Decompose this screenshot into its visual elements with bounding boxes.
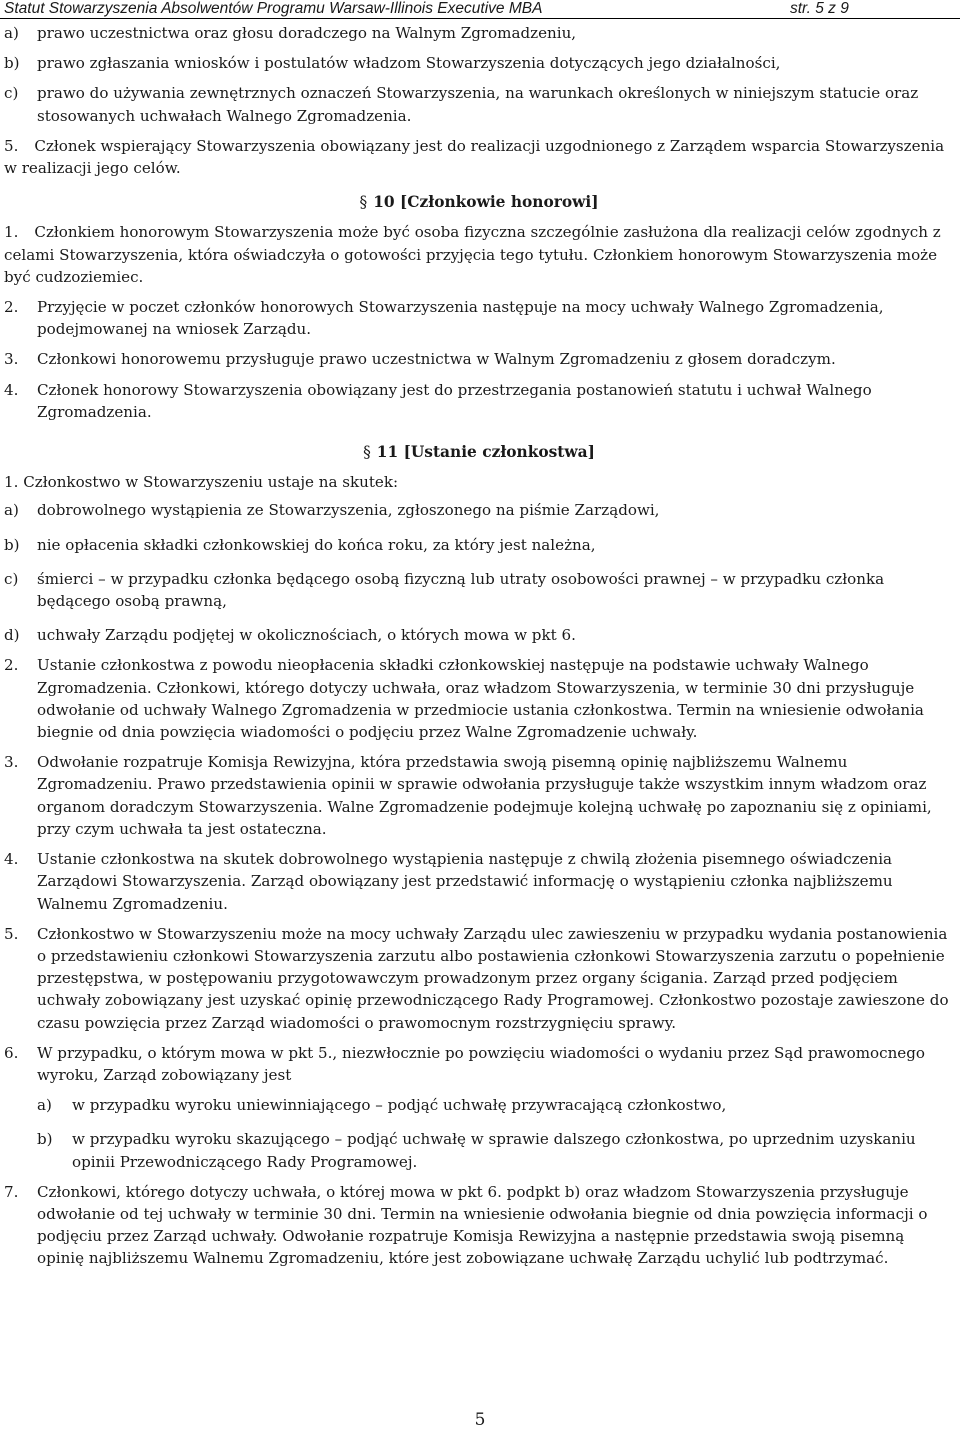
numbered-paragraph: 3. Odwołanie rozpatruje Komisja Rewizyjna, która przedstawia swoją pisemną opinię najbliższemu Walnemu Zgromadzeniu. Prawo przedstawienia opinii w sprawie odwołania przysługuje także wszystkim innym władzom oraz organom doradczym Stowarzyszenia. Walne Zgromadzenie podejmuje kolejną uchwałę po zapoznaniu się z opiniami, przy czym uchwała ta jest ostateczna. <box>4 753 932 838</box>
document-title: Statut Stowarzyszenia Absolwentów Programu Warsaw-Illinois Executive MBA <box>4 0 543 17</box>
list-item: b) prawo zgłaszania wniosków i postulatów władzom Stowarzyszenia dotyczących jego działalności, <box>4 54 781 73</box>
list-item: b) nie opłacenia składki członkowskiej do końca roku, za który jest należna, <box>4 535 596 554</box>
paragraph: 1. Członkiem honorowym Stowarzyszenia może być osoba fizyczna szczególnie zasłużona dla realizacji celów zgodnych z celami Stowarzyszenia, która oświadczyła o gotowości przyjęcia tego tytułu. Członkiem honorowym Stowarzyszenia może być cudzoziemiec. <box>4 223 941 286</box>
numbered-paragraph: 6. W przypadku, o którym mowa w pkt 5., niezwłocznie po powzięciu wiadomości o wydaniu przez Sąd prawomocnego wyroku, Zarząd zobowiązany jest <box>4 1043 925 1084</box>
page-number: 5 <box>474 1410 486 1430</box>
numbered-paragraph: 7. Członkowi, którego dotyczy uchwała, o której mowa w pkt 6. podpkt b) oraz władzom Stowarzyszenia przysługuje odwołanie od tej uchwały w terminie 30 dni. Termin na wniesienie odwołania biegnie od dnia powzięcia informacji o podjęciu przez Zarząd uchwały. Odwołanie rozpatruje Komisja Rewizyjna a następnie przedstawia swoją pisemną opinię najbliższemu Walnemu Zgromadzeniu, które jest zobowiązane uchwałę Zarządu uchylić lub podtrzymać. <box>4 1182 928 1268</box>
section-heading: § 11 [Ustanie członkostwa] <box>363 443 595 462</box>
list-item: b) w przypadku wyroku skazującego – podjąć uchwałę w sprawie dalszego członkostwa, po uprzednim uzyskaniu opinii Przewodniczącego Rady Programowej. <box>37 1130 916 1171</box>
list-item: c) śmierci – w przypadku członka będącego osobą fizyczną lub utraty osobowości prawnej – w przypadku członka będącego osobą prawną, <box>4 569 885 611</box>
numbered-paragraph: 5. Członkostwo w Stowarzyszeniu może na mocy uchwały Zarządu ulec zawieszeniu w przypadku wydania postanowienia o przedstawieniu członkowi Stowarzyszenia zarzutu albo postawienia członkowi Stowarzyszenia zarzutu o popełnienie przestępstwa, w postępowaniu przygotowawczym prowadzonym przez organy ścigania. Zarząd przed podjęciem uchwały zobowiązany jest uzyskać opinię przewodniczącego Rady Programowej. Członkostwo pozostaje zawieszone do czasu powzięcia przez Zarząd wiadomości o prawomocnym rozstrzygnięciu sprawy. <box>4 924 949 1032</box>
numbered-paragraph: 2. Przyjęcie w poczet członków honorowych Stowarzyszenia następuje na mocy uchwały Walnego Zgromadzenia, podejmowanej na wniosek Zarządu. <box>4 298 884 339</box>
list-item: d) uchwały Zarządu podjętej w okolicznościach, o których mowa w pkt 6. <box>4 626 576 645</box>
document-body <box>4 22 954 1278</box>
numbered-paragraph: 2. Ustanie członkostwa z powodu nieopłacenia składki członkowskiej następuje na podstawie uchwały Walnego Zgromadzenia. Członkowi, którego dotyczy uchwała, oraz władzom Stowarzyszenia, w terminie 30 dni przysługuje odwołanie od uchwały Walnego Zgromadzenia w przedmiocie ustania członkostwa. Termin na wniesienie odwołania biegnie od dnia powzięcia wiadomości o podjęciu przez Walne Zgromadzenie uchwały. <box>4 656 924 742</box>
running-header <box>0 0 960 19</box>
list-item: a) prawo uczestnictwa oraz głosu doradczego na Walnym Zgromadzeniu, <box>4 24 577 42</box>
paragraph: 1. Członkostwo w Stowarzyszeniu ustaje na skutek: <box>4 473 399 492</box>
section-heading: § 10 [Członkowie honorowi] <box>359 193 599 212</box>
numbered-paragraph: 4. Ustanie członkostwa na skutek dobrowolnego wystąpienia następuje z chwilą złożenia pisemnego oświadczenia Zarządowi Stowarzyszenia. Zarząd obowiązany jest przedstawić informację o wystąpieniu członka najbliższemu Walnemu Zgromadzeniu. <box>4 850 893 913</box>
numbered-paragraph: 3. Członkowi honorowemu przysługuje prawo uczestnictwa w Walnym Zgromadzeniu z głosem doradczym. <box>4 350 836 369</box>
list-item: a) w przypadku wyroku uniewinniającego – podjąć uchwałę przywracającą członkostwo, <box>37 1096 727 1115</box>
list-item: a) dobrowolnego wystąpienia ze Stowarzyszenia, zgłoszonego na piśmie Zarządowi, <box>4 501 660 520</box>
page-indicator: str. 5 z 9 <box>790 0 849 17</box>
list-item: c) prawo do używania zewnętrznych oznaczeń Stowarzyszenia, na warunkach określonych w niniejszym statucie oraz stosowanych uchwałach Walnego Zgromadzenia. <box>4 84 919 125</box>
paragraph: 5. Członek wspierający Stowarzyszenia obowiązany jest do realizacji uzgodnionego z Zarządem wsparcia Stowarzyszenia w realizacji jego celów. <box>4 136 945 178</box>
numbered-paragraph: 4. Członek honorowy Stowarzyszenia obowiązany jest do przestrzegania postanowień statutu i uchwał Walnego Zgromadzenia. <box>4 380 872 421</box>
